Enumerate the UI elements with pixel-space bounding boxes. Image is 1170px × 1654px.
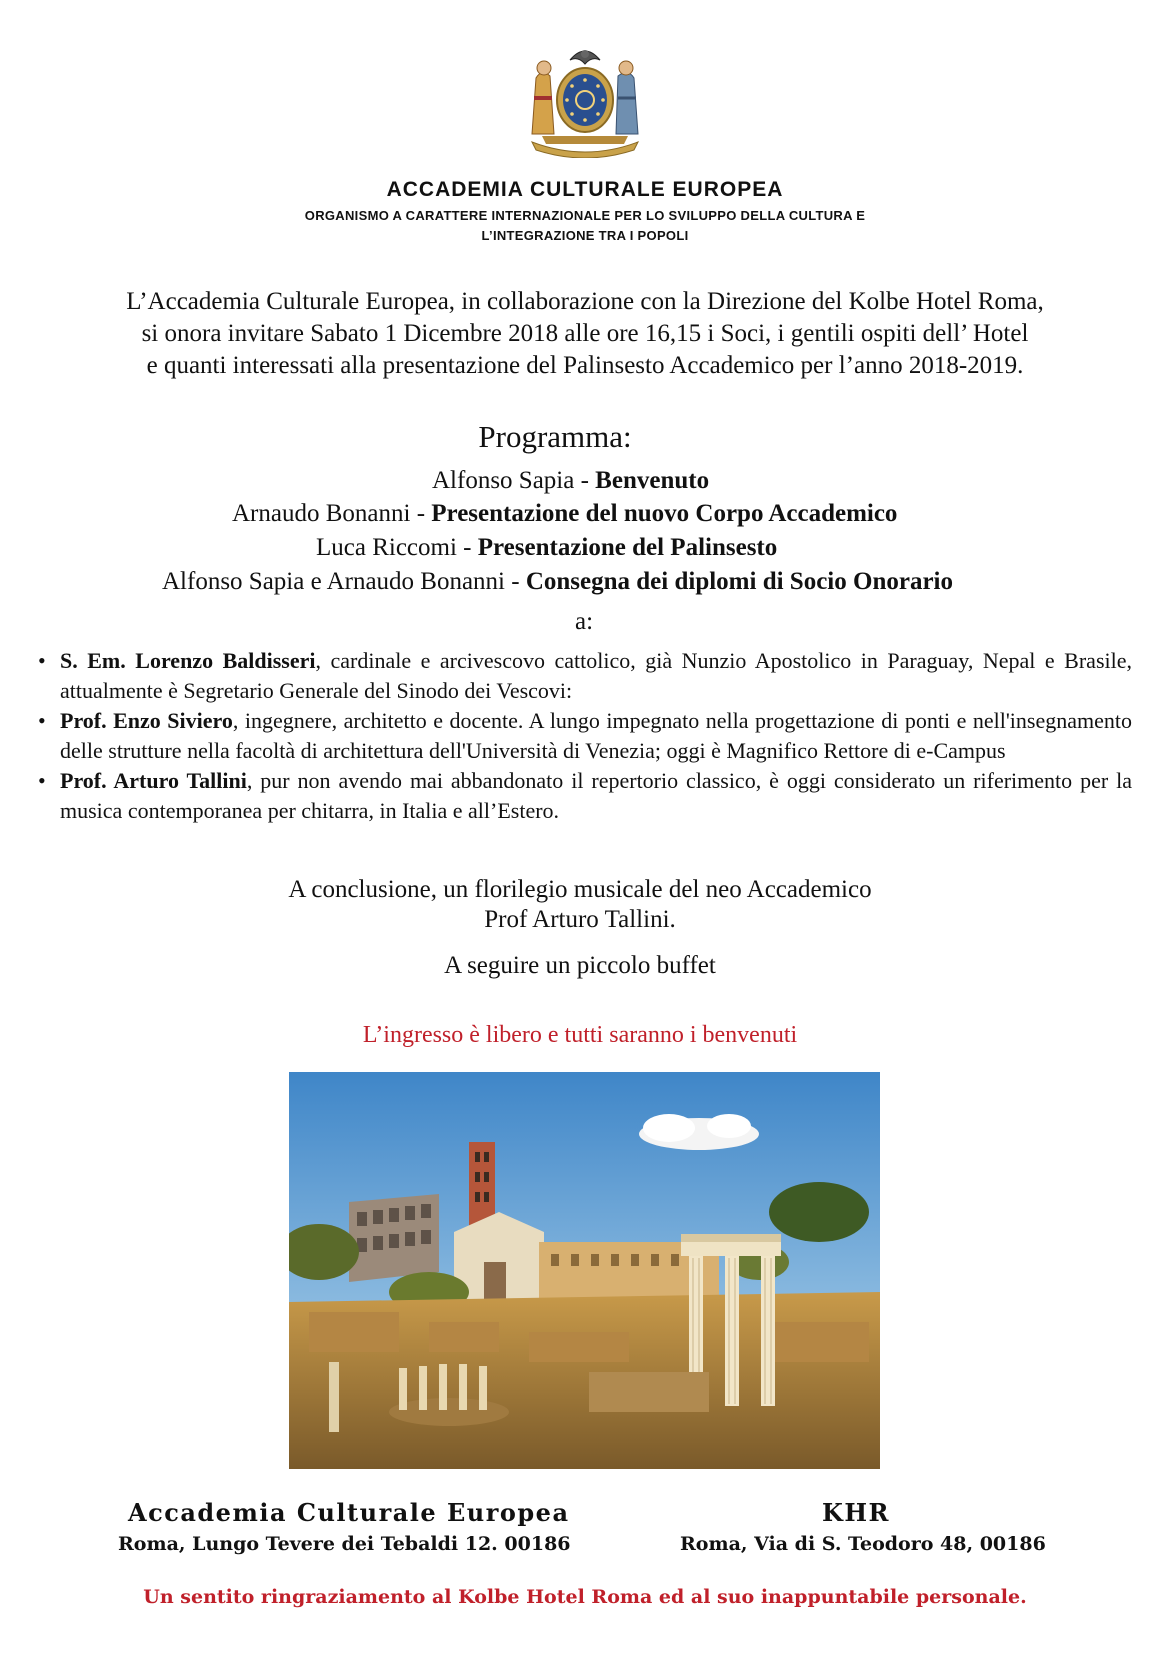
program-item-topic: Benvenuto — [595, 467, 710, 494]
closing-line-1: A conclusione, un florilegio musicale del neo Accademico — [288, 876, 872, 903]
bullet-dot: • — [38, 768, 46, 793]
bullet-dot: • — [38, 708, 46, 733]
program-item-speaker: Alfonso Sapia e Arnaudo Bonanni - — [162, 568, 526, 595]
program-to-label: a: — [575, 608, 594, 635]
honoree-name: S. Em. Lorenzo Baldisseri — [60, 648, 316, 673]
honoree-item — [38, 706, 1132, 766]
honorees-list — [38, 646, 1132, 826]
intro-paragraph — [0, 286, 1170, 382]
free-entry-notice: L’ingresso è libero e tutti saranno i benvenuti — [362, 1022, 798, 1048]
footer-hotel-address: Roma, Via di S. Teodoro 48, 00186 — [680, 1533, 1046, 1555]
program-item-speaker: Arnaudo Bonanni - — [232, 500, 432, 527]
closing-line-3: A seguire un piccolo buffet — [444, 952, 716, 979]
honoree-item — [38, 766, 1132, 826]
program-item-1 — [432, 467, 709, 495]
program-item-topic: Consegna dei diplomi di Socio Onorario — [525, 568, 953, 595]
program-item-3 — [316, 534, 777, 562]
academy-emblem — [522, 38, 648, 158]
bullet-dot: • — [38, 648, 46, 673]
program-item-topic: Presentazione del Palinsesto — [477, 534, 778, 561]
honoree-description: , cardinale e arcivescovo cattolico, già Nunzio Apostolico in Paraguay, Nepal e Brasile, attualmente è Segretario Generale del Sinodo dei Vescovi: — [60, 648, 1132, 703]
closing-line-2: Prof Arturo Tallini. — [484, 906, 676, 933]
intro-line-1: L’Accademia Culturale Europea, in collaborazione con la Direzione del Kolbe Hotel Roma, — [126, 288, 1044, 315]
organization-name: ACCADEMIA CULTURALE EUROPEA — [386, 178, 784, 201]
roman-forum-illustration — [289, 1072, 880, 1469]
footer-academy-name: Accademia Culturale Europea — [128, 1498, 570, 1527]
coat-of-arms-icon — [522, 38, 648, 158]
footer-hotel-name: KHR — [822, 1498, 890, 1527]
program-item-speaker: Luca Riccomi - — [316, 534, 478, 561]
program-item-speaker: Alfonso Sapia - — [432, 467, 596, 494]
honoree-name: Prof. Arturo Tallini — [60, 768, 247, 793]
roman-forum-photo — [289, 1072, 880, 1469]
footer-academy-address: Roma, Lungo Tevere dei Tebaldi 12. 00186 — [118, 1533, 571, 1555]
program-item-2 — [232, 500, 897, 528]
program-item-4 — [162, 568, 953, 596]
intro-line-2: si onora invitare Sabato 1 Dicembre 2018 alle ore 16,15 i Soci, i gentili ospiti dell’ Hotel — [141, 320, 1029, 347]
honoree-name: Prof. Enzo Siviero — [60, 708, 233, 733]
program-title: Programma: — [478, 419, 632, 454]
intro-line-3: e quanti interessati alla presentazione del Palinsesto Accademico per l’anno 2018-2019. — [146, 352, 1024, 379]
program-item-topic: Presentazione del nuovo Corpo Accademico — [431, 500, 898, 527]
honoree-item — [38, 646, 1132, 706]
honoree-description: , pur non avendo mai abbandonato il repertorio classico, è oggi considerato un riferimento per la musica contemporanea per chitarra, in Italia e all’Estero. — [60, 768, 1132, 823]
organization-subtitle-line-1: ORGANISMO A CARATTERE INTERNAZIONALE PER LO SVILUPPO DELLA CULTURA E — [304, 208, 866, 223]
organization-subtitle-line-2: L’INTEGRAZIONE TRA I POPOLI — [481, 228, 689, 243]
honoree-description: , ingegnere, architetto e docente. A lungo impegnato nella progettazione di ponti e nell'insegnamento delle strutture nella facoltà di architettura dell'Università di Venezia; oggi è Magnifico Rettore di e-Campus — [60, 708, 1132, 763]
thanks-note: Un sentito ringraziamento al Kolbe Hotel Roma ed al suo inappuntabile personale. — [143, 1586, 1027, 1608]
